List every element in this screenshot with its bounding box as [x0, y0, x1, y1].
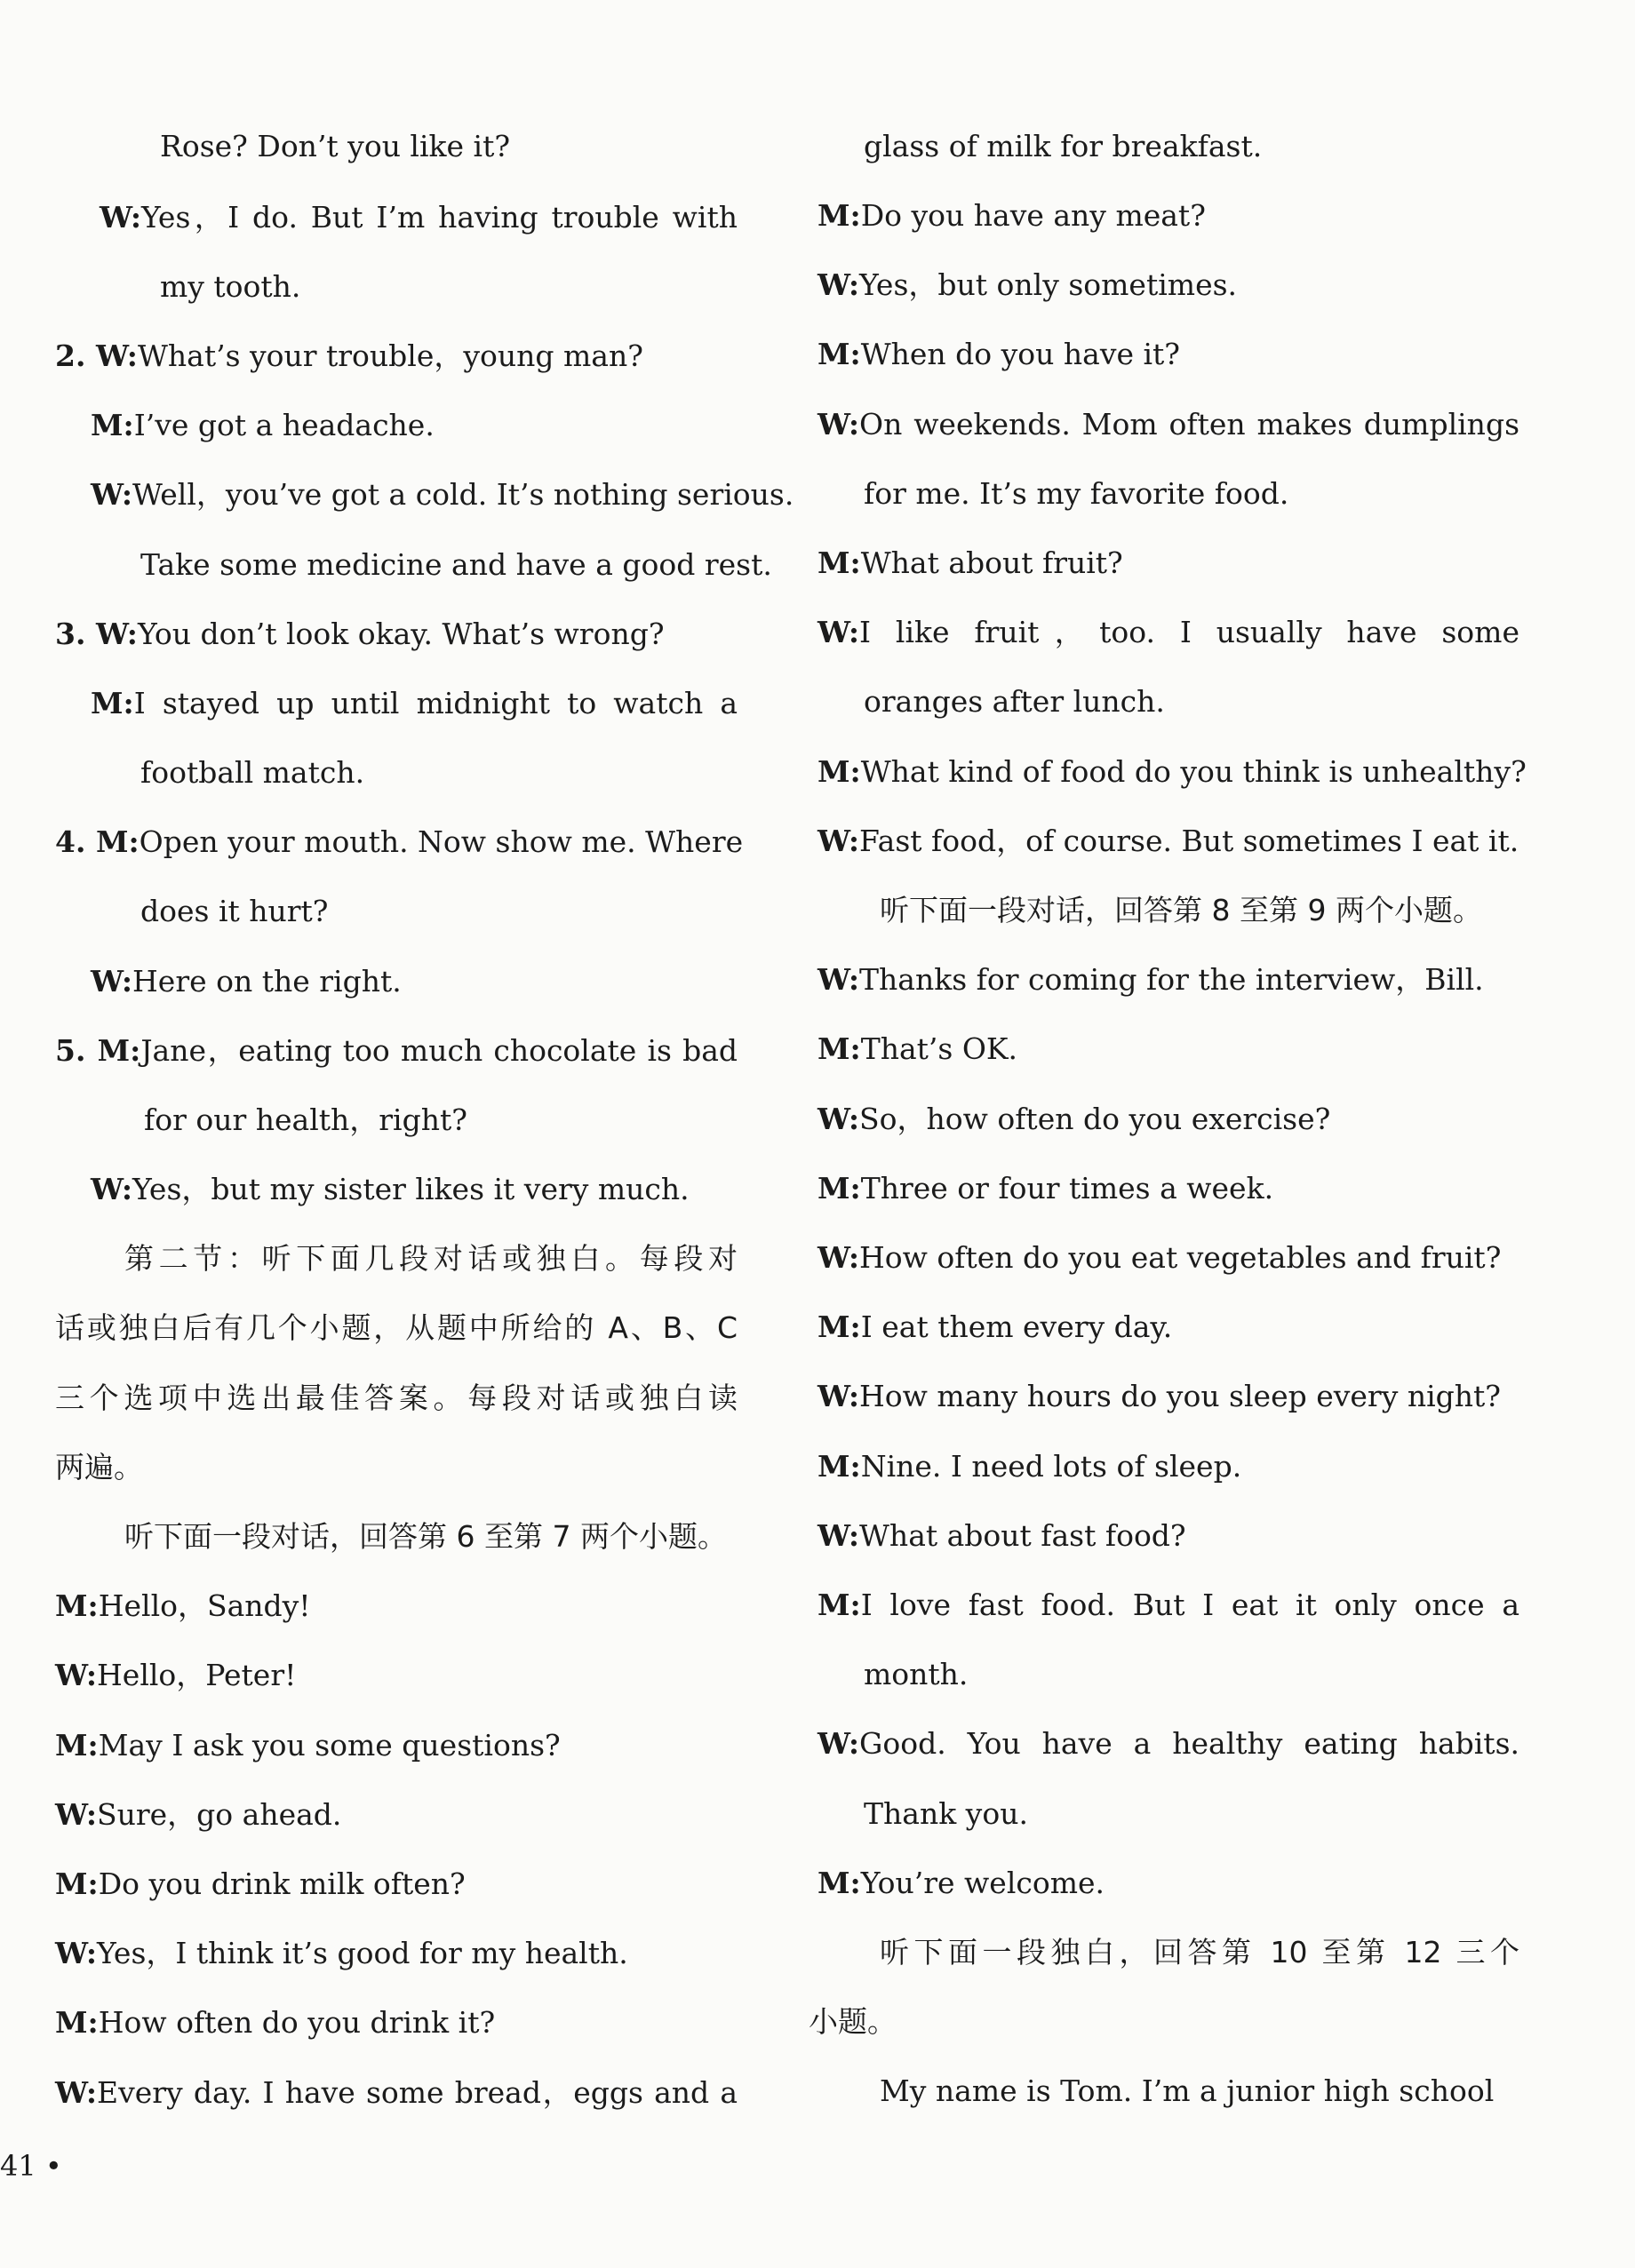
dialogue-line: W:Well，you’ve got a cold. It’s nothing serious. — [91, 477, 794, 512]
dialogue-line: W:How often do you eat vegetables and fruit? — [818, 1240, 1502, 1275]
page-number: 41 • — [0, 2149, 62, 2183]
text-line: does it hurt? — [140, 894, 329, 928]
dialogue-line: W:Hello，Peter! — [55, 1658, 297, 1692]
text-line: oranges after lunch. — [864, 684, 1165, 719]
dialogue-line: M:What kind of food do you think is unhealthy? — [818, 754, 1527, 789]
text-line: My name is Tom. I’m a junior high school — [880, 2073, 1495, 2108]
dialogue-line: M:Do you have any meat? — [818, 198, 1206, 233]
dialogue-line: 2. W:What’s your trouble，young man? — [55, 338, 643, 373]
dialogue-line: M:May I ask you some questions? — [55, 1728, 561, 1763]
text-line: for me. It’s my favorite food. — [864, 476, 1289, 511]
dialogue-line: W:So，how often do you exercise? — [818, 1102, 1331, 1136]
sub-instruction: 听下面一段对话，回答第 8 至第 9 两个小题。 — [880, 893, 1482, 927]
dialogue-line: W:Yes，I think it’s good for my health. — [55, 1936, 628, 1970]
dialogue-line: W:Yes，but my sister likes it very much. — [91, 1172, 690, 1206]
dialogue-line: M:Three or four times a week. — [818, 1171, 1274, 1206]
section-instruction: 两遍。 — [55, 1450, 143, 1484]
text-line: month. — [864, 1657, 969, 1691]
dialogue-line: W:Sure，go ahead. — [55, 1797, 342, 1832]
section-instruction: 话或独白后有几个小题，从题中所给的 A、B、C — [55, 1310, 738, 1345]
dialogue-line: M:You’re welcome. — [818, 1866, 1105, 1900]
dialogue-line: M:I stayed up until midnight to watch a — [91, 686, 738, 720]
dialogue-line: W:I like fruit，too. I usually have some — [818, 615, 1519, 649]
sub-instruction: 小题。 — [809, 2004, 897, 2039]
dialogue-line: M:How often do you drink it? — [55, 2005, 496, 2040]
text-line: glass of milk for breakfast. — [864, 129, 1263, 163]
dialogue-line: W:Fast food，of course. But sometimes I eat it. — [818, 824, 1519, 858]
dialogue-line: M:I love fast food. But I eat it only once a — [818, 1588, 1519, 1622]
dialogue-line: 4. M:Open your mouth. Now show me. Where — [55, 824, 744, 859]
dialogue-line: W:Good. You have a healthy eating habits. — [818, 1726, 1519, 1761]
dialogue-line: W:Here on the right. — [91, 964, 402, 999]
dialogue-line: W:What about fast food? — [818, 1518, 1186, 1553]
text-line: my tooth. — [160, 269, 301, 304]
dialogue-line: M:Do you drink milk often? — [55, 1866, 466, 1901]
text-line: football match. — [140, 755, 365, 790]
dialogue-line: M:What about fruit? — [818, 545, 1123, 580]
section-instruction: 三个选项中选出最佳答案。每段对话或独白读 — [55, 1381, 738, 1415]
dialogue-line: M:I eat them every day. — [818, 1309, 1173, 1344]
dialogue-line: M:Nine. I need lots of sleep. — [818, 1449, 1242, 1484]
dialogue-line: 3. W:You don’t look okay. What’s wrong? — [55, 617, 665, 651]
dialogue-line: W:On weekends. Mom often makes dumplings — [818, 407, 1519, 442]
text-line: Thank you. — [864, 1796, 1028, 1831]
dialogue-line: 5. M:Jane，eating too much chocolate is bad — [55, 1033, 738, 1068]
dialogue-line: W:Yes，I do. But I’m having trouble with — [100, 200, 738, 235]
dialogue-line: M:That’s OK. — [818, 1031, 1018, 1066]
section-instruction: 第二节：听下面几段对话或独白。每段对 — [124, 1241, 738, 1276]
sub-instruction: 听下面一段对话，回答第 6 至第 7 两个小题。 — [124, 1519, 727, 1554]
dialogue-line: M:When do you have it? — [818, 337, 1180, 371]
text-line: Rose? Don’t you like it? — [160, 129, 511, 163]
dialogue-line: W:Thanks for coming for the interview，Bill. — [818, 962, 1484, 997]
dialogue-line: W:Yes，but only sometimes. — [818, 267, 1238, 302]
dialogue-line: W:Every day. I have some bread，eggs and a — [55, 2075, 738, 2110]
text-line: for our health，right? — [144, 1102, 467, 1137]
dialogue-line: M:I’ve got a headache. — [91, 408, 435, 442]
dialogue-line: W:How many hours do you sleep every night? — [818, 1379, 1501, 1413]
dialogue-line: M:Hello，Sandy! — [55, 1588, 311, 1623]
text-line: Take some medicine and have a good rest. — [140, 547, 772, 582]
sub-instruction: 听下面一段独白，回答第 10 至第 12 三个 — [880, 1935, 1519, 1970]
